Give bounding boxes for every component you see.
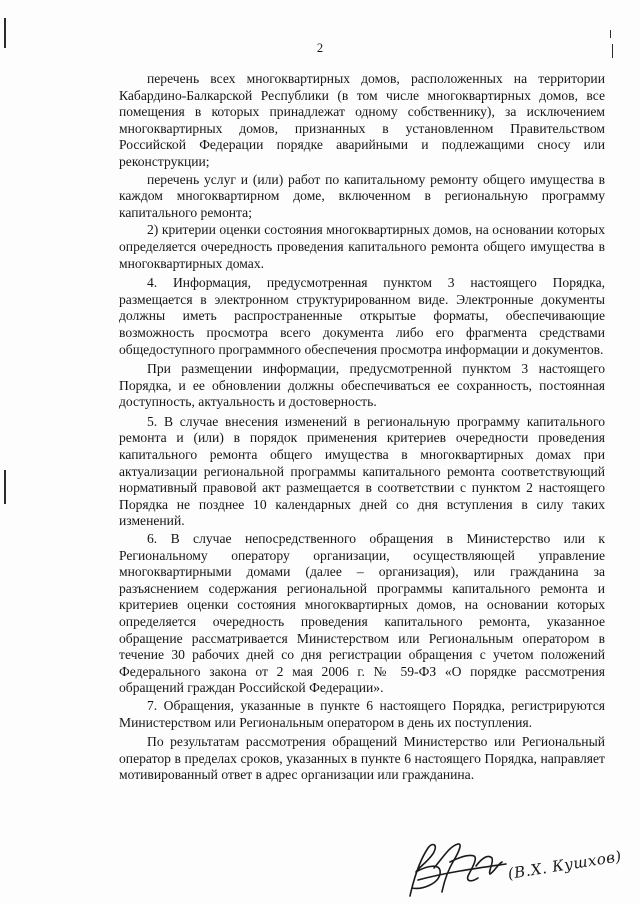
signature-name: (В.Х. Кушхов): [506, 847, 623, 883]
paragraph-houses-list: перечень всех многоквартирных домов, расположенных на территории Кабардино-Балкарской Республики (в том числе многоквартирных домов, все помещения в которых принадлежат одному собственнику), за исключением многоквартирных домов, признанных в установленном Правительством Российской Федерации порядке аварийными и подлежащими сносу или реконструкции;: [119, 71, 605, 169]
paragraph-criteria: 2) критерии оценки состояния многоквартирных домов, на основании которых определяется очередность проведения капитального ремонта общего имущества в многоквартирных домах.: [119, 222, 605, 271]
paragraph-response: По результатам рассмотрения обращений Министерство или Региональный оператор в пределах сроков, указанных в пункте 6 настоящего Порядка, направляет мотивированный ответ в адрес организации или гражданина.: [119, 734, 605, 783]
paragraph-item-7: 7. Обращения, указанные в пункте 6 настоящего Порядка, регистрируются Министерством или Региональным оператором в день их поступления.: [119, 697, 605, 730]
paragraph-item-5: 5. В случае внесения изменений в региональную программу капитального ремонта и (или) в порядок применения критериев очередности проведения капитального ремонта общего имущества в многоквартирных домах при актуализации региональной программы капитального ремонта соответствующий нормативный правовой акт размещается в соответствии с пунктом 2 настоящего Порядка не позднее 10 календарных дней со дня вступления в силу таких изменений.: [119, 413, 605, 529]
page-number: 2: [316, 41, 324, 55]
paragraph-services-list: перечень услуг и (или) работ по капитальному ремонту общего имущества в каждом многоквартирном доме, включенном в региональную программу капитального ремонта;: [119, 171, 605, 220]
scan-edge-mark: [4, 470, 6, 504]
paragraph-info-placement: При размещении информации, предусмотренной пунктом 3 настоящего Порядка, и ее обновлении должны обеспечиваться ее сохранность, постоянная доступность, актуальность и достоверность.: [119, 361, 605, 410]
paragraph-item-6: 6. В случае непосредственного обращения в Министерство или к Региональному оператору организации, осуществляющей управление многоквартирными домами (далее – организация), или гражданина за разъяснением содержания региональной программы капитального ремонта и критериев оценки состояния многоквартирных домов, на основании которых определяется очередность проведения капитального ремонта, указанное обращение рассматривается Министерством или Региональным оператором в течение 30 рабочих дней со дня регистрации обращения с учетом положений Федерального закона от 2 мая 2006 г. № 59-ФЗ «О порядке рассмотрения обращений граждан Российской Федерации».: [119, 531, 605, 696]
scan-edge-mark: [610, 30, 611, 38]
document-body: [119, 71, 605, 785]
paragraph-item-4: 4. Информация, предусмотренная пунктом 3 настоящего Порядка, размещается в электронном структурированном виде. Электронные документы должны иметь распространенные открытые форматы, обеспечивающие возможность просмотра всего документа либо его фрагмента средствами общедоступного программного обеспечения просмотра информации и документов.: [119, 275, 605, 357]
